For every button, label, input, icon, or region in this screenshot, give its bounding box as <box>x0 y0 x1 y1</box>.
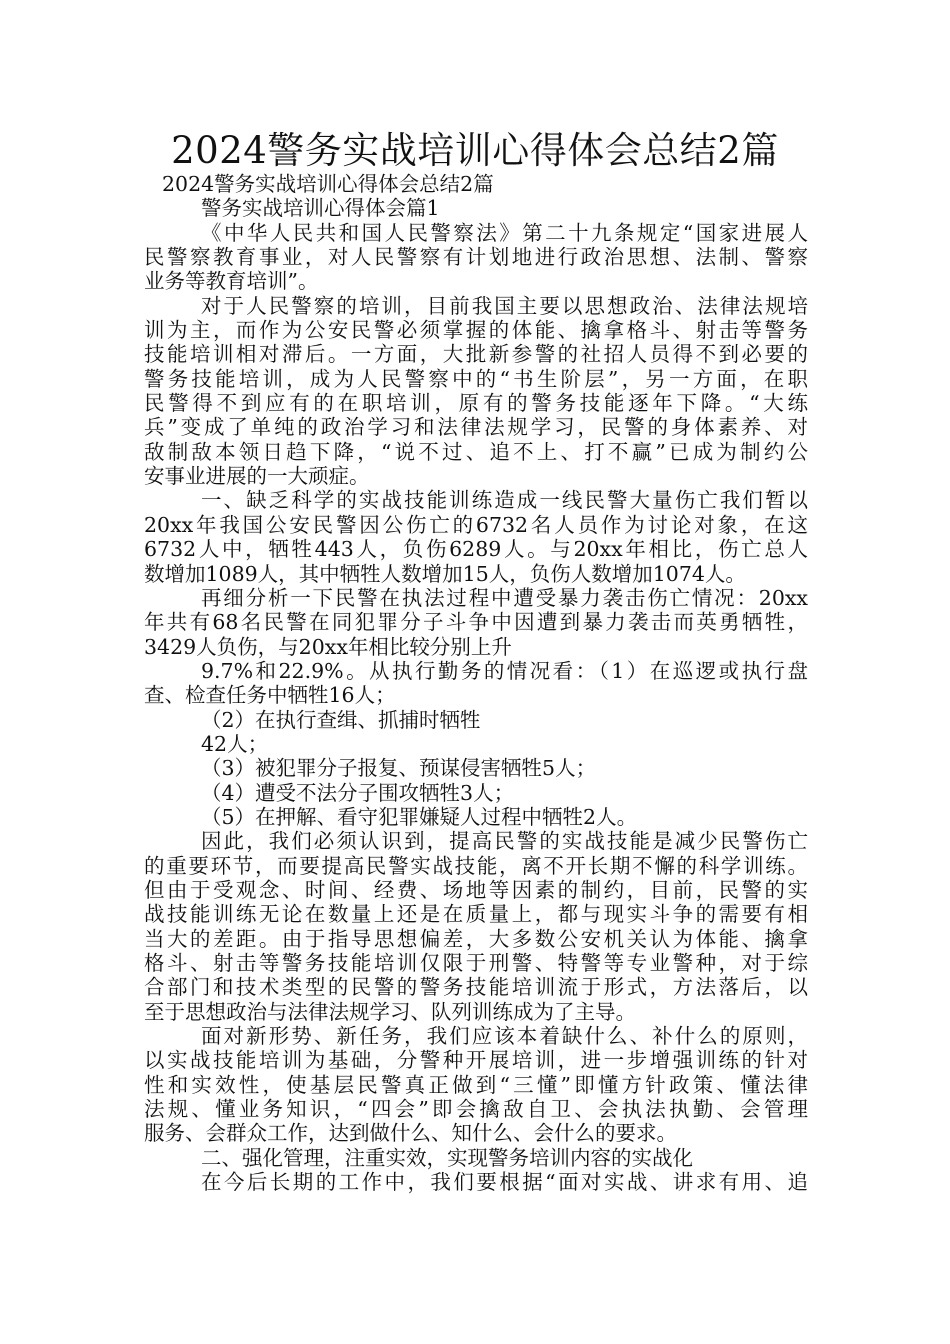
text-line: （2）在执行查缉、抓捕时牺牲 <box>201 707 481 732</box>
text-line: 再细分析一下民警在执法过程中遭受暴力袭击伤亡情况：20xx <box>201 585 808 610</box>
text-line: 训为主，而作为公安民警必须掌握的体能、擒拿格斗、射击等警务 <box>144 318 808 343</box>
text-line: （4）遭受不法分子围攻牺牲3人； <box>201 780 515 805</box>
text-line: 2024警务实战培训心得体会总结2篇 <box>162 172 494 196</box>
text-line: 战技能训练无论在数量上还是在质量上，都与现实斗争的需要有相 <box>144 902 808 927</box>
text-line: 年共有68名民警在同犯罪分子斗争中因遭到暴力袭击而英勇牺牲， <box>144 610 808 635</box>
text-line: 6732人中，牺牲443人，负伤6289人。与20xx年相比，伤亡总人 <box>144 537 808 562</box>
text-line: 3429人负伤，与20xx年相比较分别上升 <box>144 634 512 659</box>
text-line: 至于思想政治与法律法规学习、队列训练成为了主导。 <box>144 999 636 1024</box>
text-line: 业务等教育培训”。 <box>144 269 319 294</box>
text-line: （5）在押解、看守犯罪嫌疑人过程中牺牲2人。 <box>201 804 638 829</box>
text-line: 法规、懂业务知识，“四会”即会擒敌自卫、会执法执勤、会管理 <box>144 1097 808 1122</box>
text-line: 查、检查任务中牺牲16人； <box>144 683 396 708</box>
text-line: 合部门和技术类型的民警的警务技能培训流于形式，方法落后，以 <box>144 975 808 1000</box>
text-line: 对于人民警察的培训，目前我国主要以思想政治、法律法规培 <box>201 293 808 318</box>
text-line: 一、缺乏科学的实战技能训练造成一线民警大量伤亡我们暂以 <box>201 488 808 513</box>
document-title: 2024警务实战培训心得体会总结2篇 <box>171 129 779 172</box>
text-line: 二、强化管理，注重实效，实现警务培训内容的实战化 <box>201 1145 693 1170</box>
text-line: 数增加1089人，其中牺牲人数增加15人，负伤人数增加1074人。 <box>144 561 746 586</box>
text-line: 9.7%和22.9%。从执行勤务的情况看：（1）在巡逻或执行盘 <box>201 658 808 683</box>
text-line: 民警得不到应有的在职培训，原有的警务技能逐年下降。“大练 <box>144 391 808 416</box>
text-line: （3）被犯罪分子报复、预谋侵害牺牲5人； <box>201 756 597 781</box>
text-line: 警务实战培训心得体会篇1 <box>201 196 440 221</box>
text-line: 但由于受观念、时间、经费、场地等因素的制约，目前，民警的实 <box>144 877 808 902</box>
text-line: 技能培训相对滞后。一方面，大批新参警的社招人员得不到必要的 <box>144 342 808 367</box>
text-line: 安事业进展的一大顽症。 <box>144 464 370 489</box>
text-line: 服务、会群众工作，达到做什么、知什么、会什么的要求。 <box>144 1121 677 1146</box>
document-body <box>144 172 808 1194</box>
text-line: 在今后长期的工作中，我们要根据“面对实战、讲求有用、追 <box>201 1170 808 1195</box>
text-line: 兵”变成了单纯的政治学习和法律法规学习，民警的身体素养、对 <box>144 415 808 440</box>
text-line: 性和实效性，使基层民警真正做到“三懂”即懂方针政策、懂法律 <box>144 1072 808 1097</box>
text-line: 敌制敌本领日趋下降，“说不过、追不上、打不赢”已成为制约公 <box>144 439 808 464</box>
text-line: 面对新形势、新任务，我们应该本着缺什么、补什么的原则， <box>201 1024 808 1049</box>
text-line: 《中华人民共和国人民警察法》第二十九条规定“国家进展人 <box>201 220 808 245</box>
text-line: 民警察教育事业，对人民警察有计划地进行政治思想、法制、警察 <box>144 245 808 270</box>
text-line: 格斗、射击等警务技能培训仅限于刑警、特警等专业警种，对于综 <box>144 951 808 975</box>
text-line: 42人； <box>201 731 269 756</box>
text-line: 以实战技能培训为基础，分警种开展培训，进一步增强训练的针对 <box>144 1048 808 1073</box>
text-line: 的重要环节，而要提高民警实战技能，离不开长期不懈的科学训练。 <box>144 853 808 878</box>
text-line: 因此，我们必须认识到，提高民警的实战技能是减少民警伤亡 <box>201 829 808 854</box>
text-line: 当大的差距。由于指导思想偏差，大多数公安机关认为体能、擒拿 <box>144 926 808 951</box>
text-line: 警务技能培训，成为人民警察中的“书生阶层”，另一方面，在职 <box>144 366 808 391</box>
text-line: 20xx年我国公安民警因公伤亡的6732名人员作为讨论对象，在这 <box>144 512 808 537</box>
